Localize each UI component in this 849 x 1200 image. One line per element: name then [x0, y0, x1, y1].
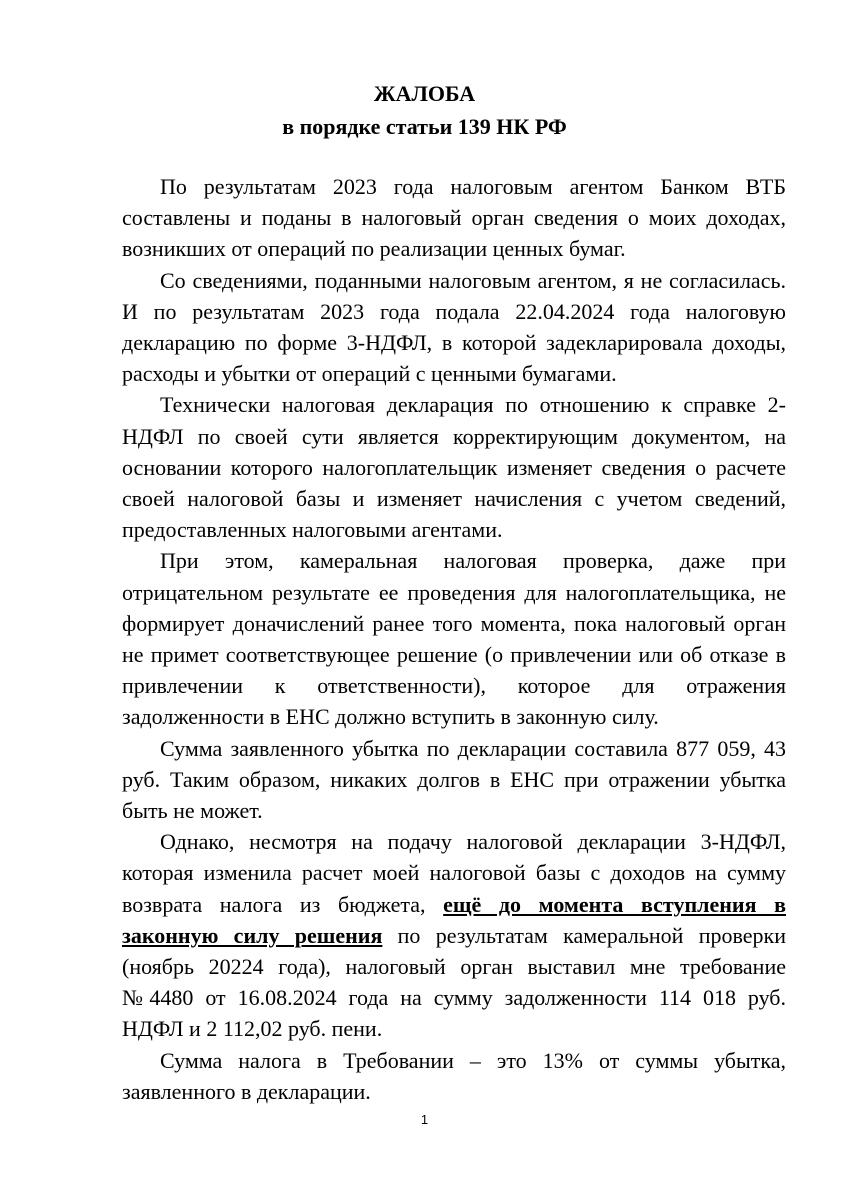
page-number: 1 — [420, 1112, 429, 1127]
paragraph-7: Сумма налога в Требовании – это 13% от суммы убытка, заявленного в декларации. — [122, 1047, 786, 1104]
paragraph-5: Сумма заявленного убытка по декларации составила 877 059, 43 руб. Таким образом, никаких долгов в ЕНС при отражении убытка быть не может. — [122, 735, 786, 824]
paragraph-6-emphasis: ещё до момента вступления в законную силу решения — [122, 891, 786, 948]
paragraph-3: Технически налоговая декларация по отношению к справке 2-НДФЛ по своей сути является корректирующим документом, на основании которого налогоплательщик изменяет сведения о расчете своей налоговой базы и изменяет начисления с учетом сведений, предоставленных налоговыми агентами. — [122, 392, 786, 543]
document-body — [122, 171, 786, 1107]
paragraph-1: По результатам 2023 года налоговым агентом Банком ВТБ составлены и поданы в налоговый орган сведения о моих доходах, возникших от операций по реализации ценных бумаг. — [122, 174, 786, 262]
paragraph-2: Со сведениями, поданными налоговым агентом, я не согласилась. И по результатам 2023 года подала 22.04.2024 года налоговую декларацию по форме 3-НДФЛ, в которой задекларировала доходы, расходы и убытки от операций с ценными бумагами. — [122, 267, 786, 387]
paragraph-6-before: Однако, несмотря на подачу налоговой декларации 3-НДФЛ, которая изменила расчет моей налоговой базы с доходов на сумму возврата налога из бюджета, — [122, 829, 786, 917]
paragraph-4: При этом, камеральная налоговая проверка, даже при отрицательном результате ее проведения для налогоплательщика, не формирует доначислений ранее того момента, пока налоговый орган не примет соответствующее решение (о привлечении или об отказе в привлечении к ответственности), которое для отражения задолженности в ЕНС должно вступить в законную силу. — [122, 548, 786, 730]
paragraph-6 — [122, 826, 786, 1044]
paragraph-6-after: по результатам камеральной проверки (ноябрь 20224 года), налоговый орган выставил мне требование №4480 от 16.08.2024 года на сумму задолженности 114 018 руб. НДФЛ и 2 112,02 руб. пени. — [122, 922, 786, 1042]
document-subtitle: в порядке статьи 139 НК РФ — [282, 114, 567, 139]
document-title: ЖАЛОБА — [373, 81, 476, 106]
